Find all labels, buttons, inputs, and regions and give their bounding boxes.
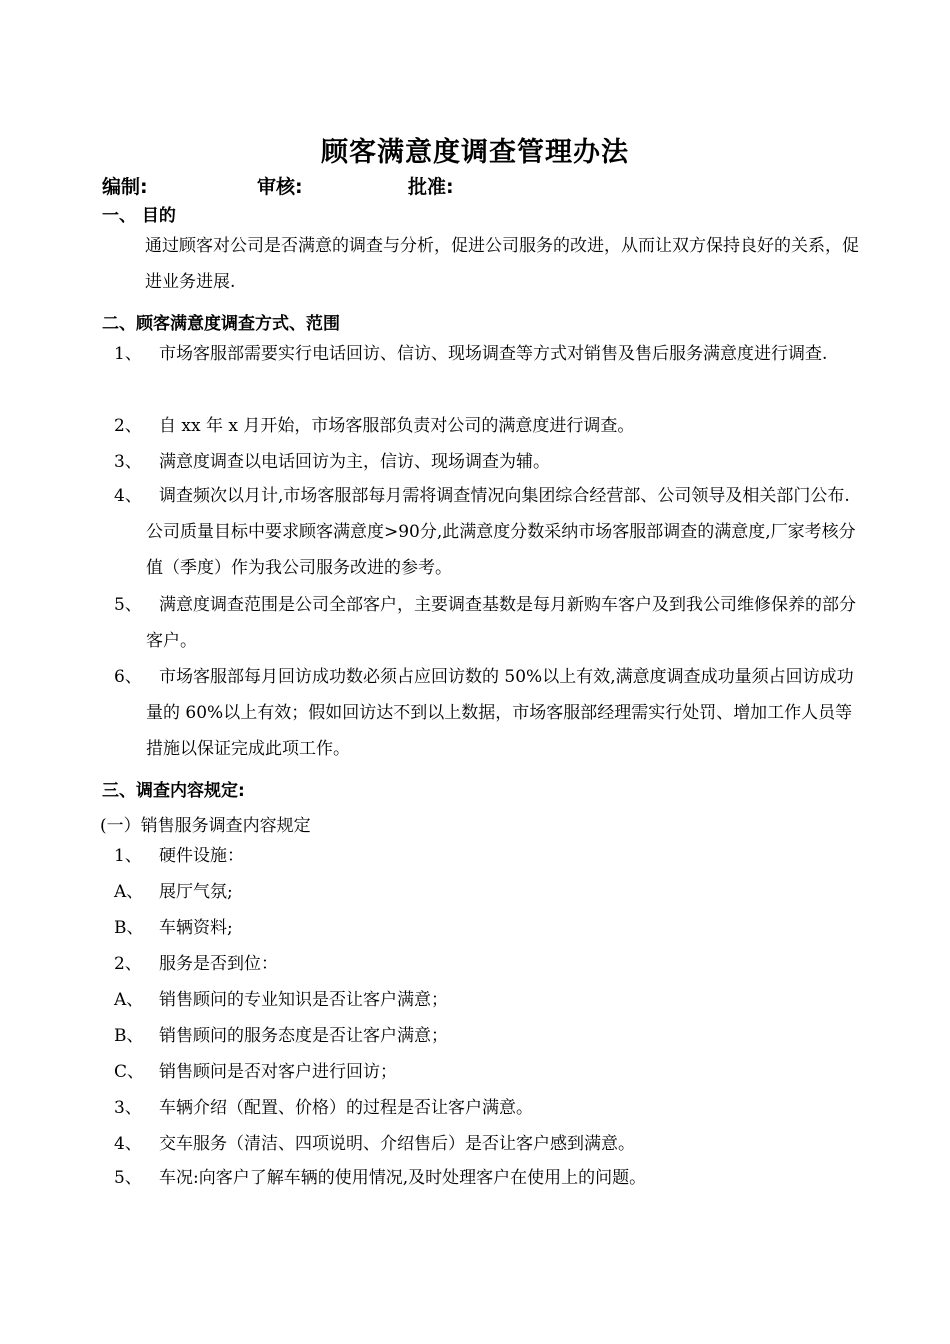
approve-label: 批准: — [408, 176, 454, 198]
list-item-text: 硬件设施： — [159, 846, 244, 866]
review-label: 审核: — [257, 176, 303, 198]
list-item-number: 3、 — [114, 1098, 142, 1118]
compile-label: 编制: — [102, 176, 148, 198]
document-title: 顾客满意度调查管理办法 — [321, 137, 629, 168]
list-item-text: 销售顾问是否对客户进行回访； — [159, 1062, 397, 1082]
list-item-number: A、 — [114, 990, 144, 1010]
list-item-number: 2、 — [114, 416, 142, 436]
list-item-number: 2、 — [114, 954, 142, 974]
list-item-text: 市场客服部每月回访成功数必须占应回访数的 50%以上有效,满意度调查成功量须占回访成功量的 60%以上有效；假如回访达不到以上数据，市场客服部经理需实行处罚、增加工作人员等措施以保证完成此项工作。 — [146, 667, 854, 759]
list-item-text: 车辆资料; — [159, 918, 233, 938]
list-item-number: 5、 — [114, 1168, 142, 1188]
list-item-text: 满意度调查范围是公司全部客户，主要调查基数是每月新购车客户及到我公司维修保养的部分客户。 — [146, 595, 856, 651]
section1-paragraph: 通过顾客对公司是否满意的调查与分析，促进公司服务的改进，从而让双方保持良好的关系，促进业务进展. — [145, 236, 859, 292]
list-item-number: 1、 — [114, 344, 142, 364]
section3-heading: 三、调查内容规定: — [102, 781, 245, 801]
list-item-number: 5、 — [114, 595, 142, 615]
list-item-text: 车况:向客户了解车辆的使用情况,及时处理客户在使用上的问题。 — [159, 1168, 647, 1188]
list-item-text: 市场客服部需要实行电话回访、信访、现场调查等方式对销售及售后服务满意度进行调查. — [159, 344, 828, 364]
list-item-number: 3、 — [114, 452, 142, 472]
list-item-text: 交车服务（清洁、四项说明、介绍售后）是否让客户感到满意。 — [159, 1134, 635, 1154]
section2-heading: 二、顾客满意度调查方式、范围 — [102, 314, 340, 334]
list-item-text: 服务是否到位： — [159, 954, 278, 974]
list-item-text: 调查频次以月计,市场客服部每月需将调查情况向集团综合经营部、公司领导及相关部门公布.公司质量目标中要求顾客满意度>90分,此满意度分数采纳市场客服部调查的满意度,厂家考核分值（季度）作为我公司服务改进的参考。 — [146, 486, 856, 578]
list-item-text: 销售顾问的专业知识是否让客户满意； — [159, 990, 448, 1010]
list-item-number: C、 — [114, 1062, 145, 1082]
list-item-text: 展厅气氛; — [159, 882, 233, 902]
list-item-text: 车辆介绍（配置、价格）的过程是否让客户满意。 — [159, 1098, 533, 1118]
list-item-number: 6、 — [114, 667, 142, 687]
list-item-number: B、 — [114, 1026, 144, 1046]
list-item-text: 自 xx 年 x 月开始，市场客服部负责对公司的满意度进行调查。 — [159, 416, 635, 436]
list-item-text: 满意度调查以电话回访为主，信访、现场调查为辅。 — [159, 452, 550, 472]
section3-subheading: (一）销售服务调查内容规定 — [100, 816, 311, 836]
list-item-number: 4、 — [114, 1134, 142, 1154]
list-item-number: B、 — [114, 918, 144, 938]
list-item-text: 销售顾问的服务态度是否让客户满意； — [159, 1026, 448, 1046]
list-item-number: 4、 — [114, 486, 142, 506]
list-item-number: A、 — [114, 882, 144, 902]
section1-heading: 一、 目的 — [102, 206, 176, 226]
list-item-number: 1、 — [114, 846, 142, 866]
